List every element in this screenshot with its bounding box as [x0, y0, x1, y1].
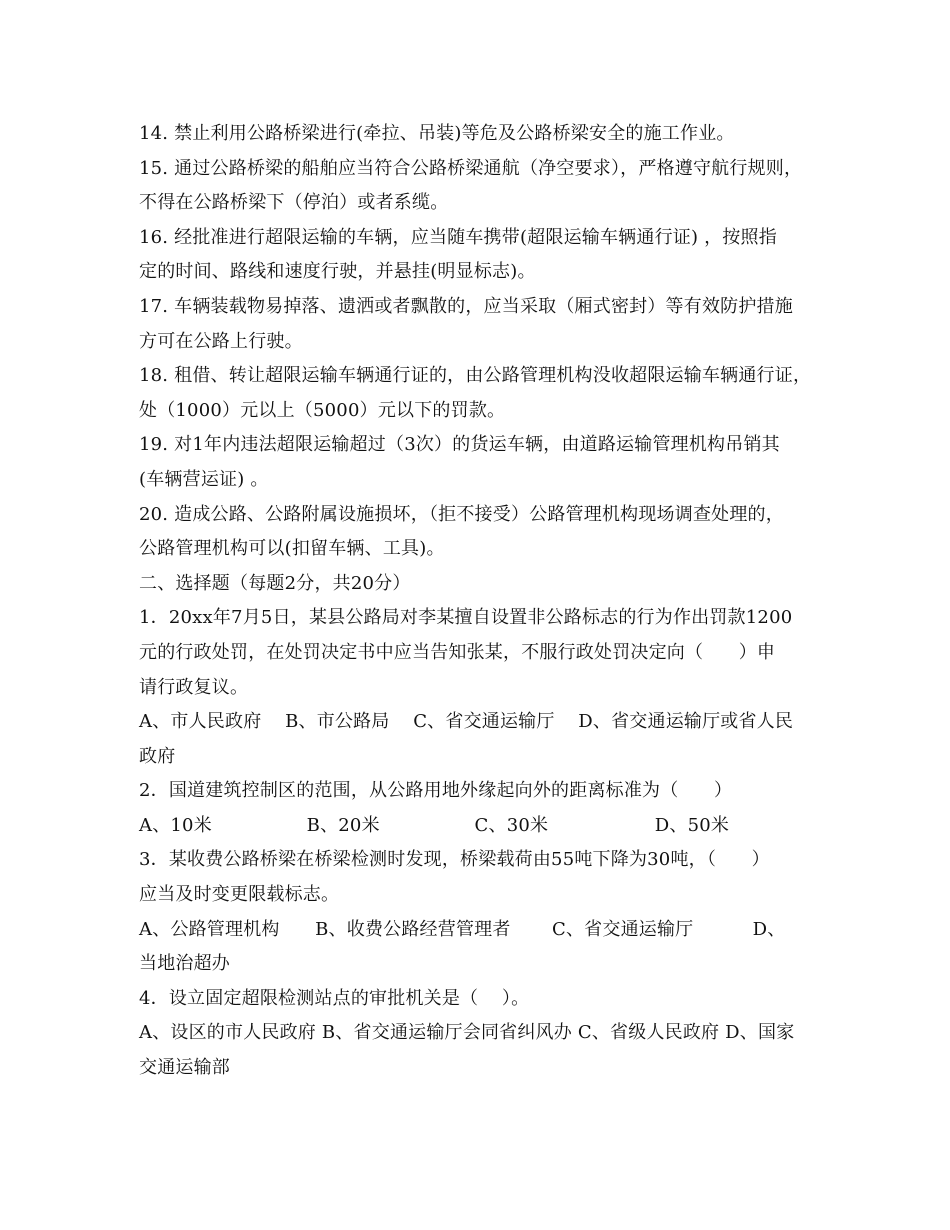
text-line: 17. 车辆装载物易掉落、遗洒或者飘散的，应当采取（厢式密封）等有效防护措施	[139, 295, 793, 317]
option-line: A、设区的市人民政府 B、省交通运输厅会同省纠风办 C、省级人民政府 D、国家	[139, 1022, 795, 1044]
text-line: 1．20xx年7月5日，某县公路局对李某擅自设置非公路标志的行为作出罚款1200	[139, 607, 793, 629]
text-line: 16. 经批准进行超限运输的车辆，应当随车携带(超限运输车辆通行证) ，按照指	[139, 226, 777, 248]
text-line: 不得在公路桥梁下（停泊）或者系缆。	[139, 192, 449, 214]
text-line: 14. 禁止利用公路桥梁进行(牵拉、吊装)等危及公路桥梁安全的施工作业。	[139, 123, 735, 144]
text-line: 方可在公路上行驶。	[139, 330, 303, 352]
text-line: 请行政复议。	[139, 676, 249, 698]
text-line: 19. 对1年内违法超限运输超过（3次）的货运车辆，由道路运输管理机构吊销其	[139, 434, 780, 456]
text-line: 处（1000）元以上（5000）元以下的罚款。	[139, 399, 506, 421]
option-line: A、10米 B、20米 C、30米 D、50米	[139, 814, 730, 836]
text-line: (车辆营运证) 。	[139, 468, 269, 490]
section-heading: 二、选择题（每题2分，共20分）	[139, 572, 411, 594]
text-line: 18. 租借、转让超限运输车辆通行证的，由公路管理机构没收超限运输车辆通行证，	[139, 365, 812, 387]
option-line: A、市人民政府 B、市公路局 C、省交通运输厅 D、省交通运输厅或省人民	[139, 711, 794, 733]
text-line: 15. 通过公路桥梁的船舶应当符合公路桥梁通航（净空要求），严格遵守航行规则，	[139, 157, 803, 179]
text-line: 公路管理机构可以(扣留车辆、工具)。	[139, 538, 445, 560]
text-line: 2．国道建筑控制区的范围，从公路用地外缘起向外的距离标准为（ ）	[139, 780, 733, 802]
document-body	[139, 117, 829, 1086]
text-line: 应当及时变更限载标志。	[139, 884, 340, 906]
option-line: 交通运输部	[139, 1057, 230, 1079]
option-line: A、公路管理机构 B、收费公路经营管理者 C、省交通运输厅 D、	[139, 918, 786, 940]
text-line: 4．设立固定超限检测站点的审批机关是（ ）。	[139, 987, 530, 1009]
option-line: 当地治超办	[139, 953, 230, 975]
text-line: 3．某收费公路桥梁在桥梁检测时发现，桥梁载荷由55吨下降为30吨，（ ）	[139, 849, 770, 871]
option-line: 政府	[139, 745, 176, 767]
text-line: 20. 造成公路、公路附属设施损坏，（拒不接受）公路管理机构现场调查处理的，	[139, 503, 784, 525]
text-line: 定的时间、路线和速度行驶，并悬挂(明显标志)。	[139, 261, 536, 283]
text-line: 元的行政处罚，在处罚决定书中应当告知张某，不服行政处罚决定向（ ）申	[139, 641, 776, 663]
